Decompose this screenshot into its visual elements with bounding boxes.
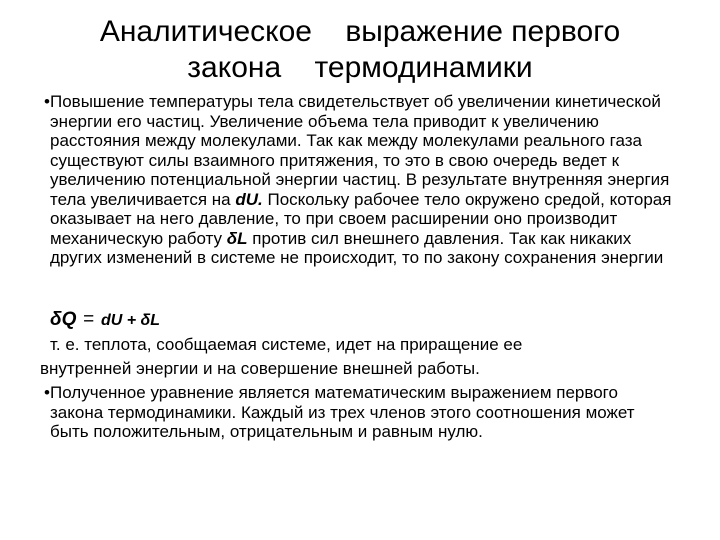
bullet-marker: • [44, 383, 50, 402]
para2-text: Полученное уравнение является математическим выражением первого закона термодинамики. Каждый из трех членов этого соотношения может быть положительным, отрицательным и равным нулю. [50, 383, 635, 441]
para1-text-c: против сил внешнего давления. Так как никаких других изменений в системе не происходит, то по закону сохранения энергии [50, 228, 664, 267]
first-law-formula [50, 310, 160, 331]
bullet-paragraph-2 [32, 383, 672, 442]
para1-text-b: Поскольку рабочее тело окружено средой, которая оказывает на него давление, то при своем расширении оно производит механическую работу [50, 189, 672, 248]
slide-title [0, 14, 720, 86]
para1-text-a: Повышение температуры тела свидетельствует об увеличении кинетической энергии его частиц. Увеличение объема тела приводит к увеличению расстояния между молекулами. Так как между молекулами реального газа существуют силы взаимного притяжения, то это в свою очередь ведет к увеличению потенциальной энергии частиц. В результате внутренняя энергия тела увеличивается на [50, 92, 670, 209]
formula-rhs: dU + δL [100, 312, 161, 329]
formula-equals: = [83, 309, 95, 330]
para1-du: dU. [235, 189, 263, 209]
bullet-marker: • [44, 92, 50, 111]
explanation-line-1: т. е. теплота, сообщаемая системе, идет на приращение ее [50, 335, 523, 354]
formula-lhs: δQ [50, 309, 77, 330]
bullet-paragraph-1 [32, 92, 672, 268]
title-line-2: закона термодинамики [187, 51, 533, 84]
explanation-line-2: внутренней энергии и на совершение внешней работы. [40, 359, 480, 378]
title-line-1: Аналитическое выражение первого [99, 15, 621, 48]
para1-dl: δL [226, 228, 248, 248]
